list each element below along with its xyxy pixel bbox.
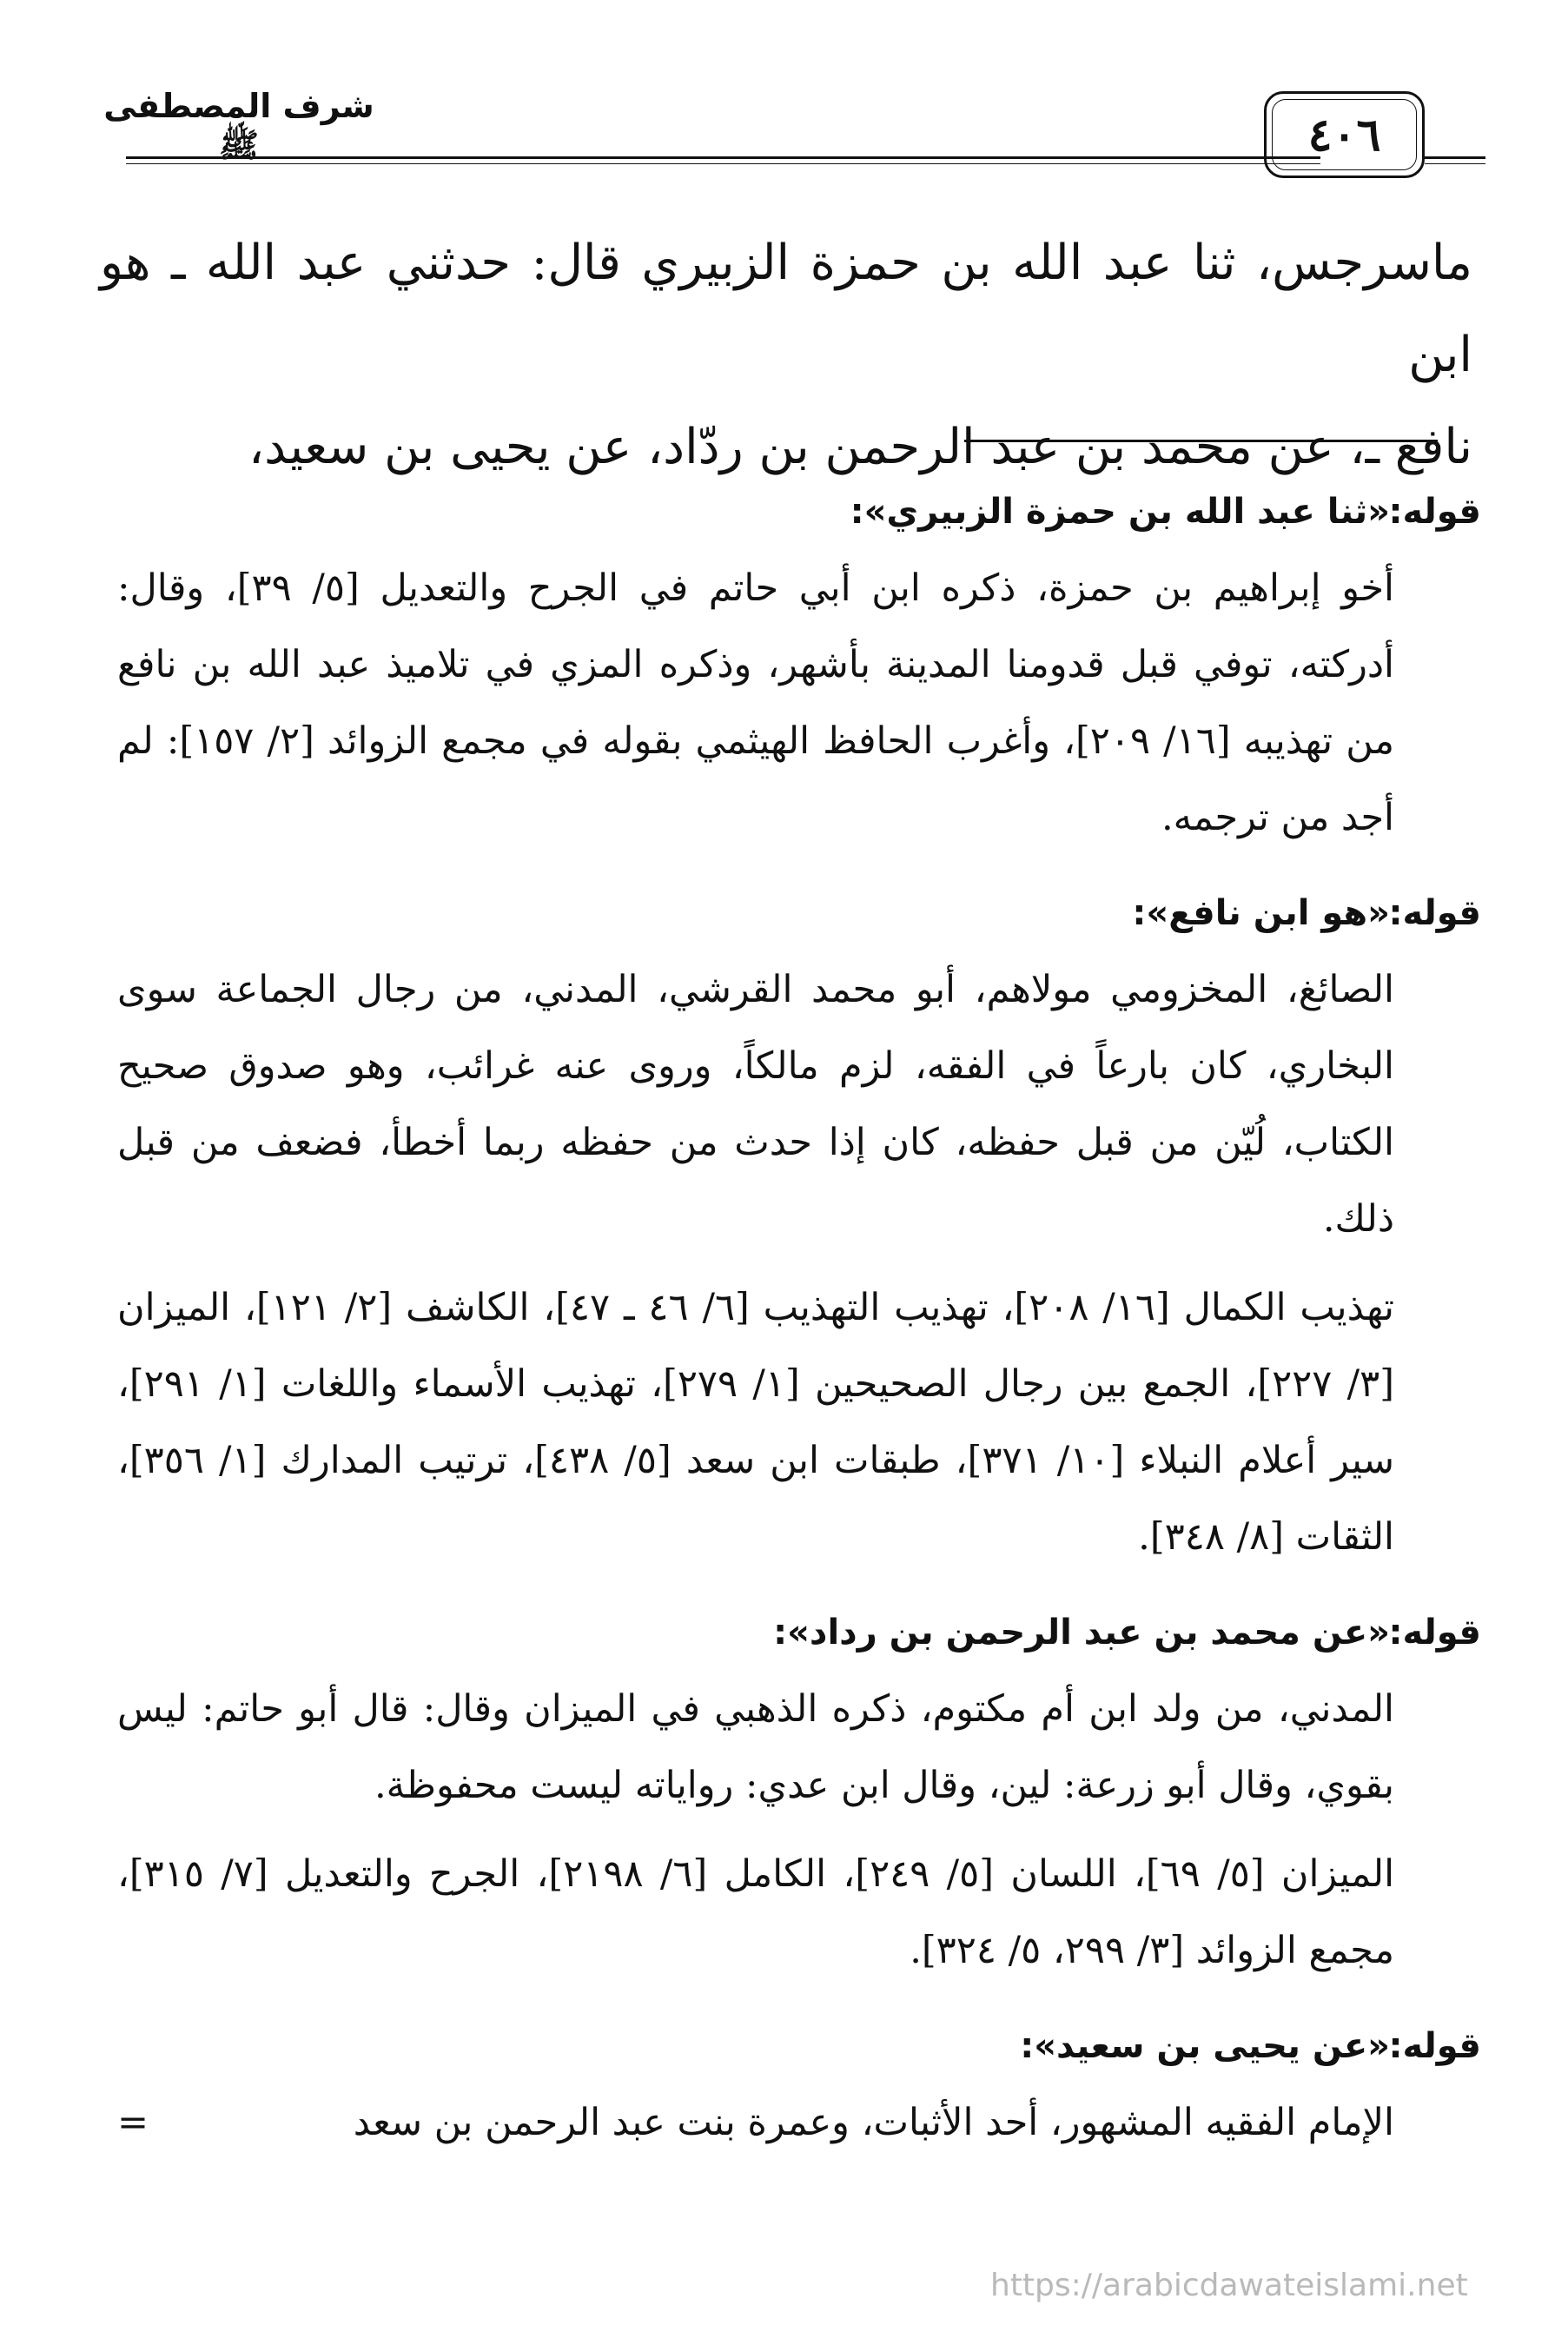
footnote-separator	[964, 440, 1438, 442]
header-rule-thin	[126, 163, 1320, 164]
page-number-frame	[1264, 91, 1425, 178]
header-rule-right-thin	[1425, 163, 1485, 164]
note-paragraph: الإمام الفقيه المشهور، أحد الأثبات، وعمرة بنت عبد الرحمن بن سعد	[353, 2101, 1394, 2144]
note-paragraph: الصائغ، المخزومي مولاهم، أبو محمد القرشي، المدني، من رجال الجماعة سوى البخاري، كان بارعاً في الفقه، لزم مالكاً، وروى عنه غرائب، وهو صدوق صحيح الكتاب، لُيّن من قبل حفظه، كان إذا حدث من حفظه ربما أخطأ، فضعف من قبل ذلك.	[117, 968, 1394, 1241]
footnotes	[117, 474, 1481, 2161]
header-rule-right	[1425, 156, 1485, 159]
watermark: https://arabicdawateislami.net	[990, 2268, 1468, 2303]
note-paragraph: المدني، من ولد ابن أم مكتوم، ذكره الذهبي في الميزان وقال: قال أبو حاتم: ليس بقوي، وقال أبو زرعة: لين، وقال ابن عدي: رواياته ليست محفوظة.	[117, 1687, 1394, 1807]
note-label: قوله:	[1388, 492, 1481, 532]
note-label: قوله:	[1388, 2026, 1481, 2066]
note-quote: «عن محمد بن عبد الرحمن بن رداد»:	[773, 1613, 1390, 1653]
note-quote: «ثنا عبد الله بن حمزة الزبيري»:	[850, 492, 1390, 532]
running-title: شرف المصطفى ﷺ	[103, 87, 374, 164]
note-quote: «هو ابن نافع»:	[1132, 893, 1390, 933]
note	[117, 474, 1481, 856]
note-label: قوله:	[1388, 893, 1481, 933]
header-rule	[126, 156, 1320, 159]
main-text-line: ماسرجس، ثنا عبد الله بن حمزة الزبيري قال: حدثني عبد الله ـ هو ابن	[100, 235, 1472, 383]
continuation-mark: =	[117, 2101, 149, 2144]
note-quote: «عن يحيى بن سعيد»:	[1020, 2026, 1390, 2066]
main-text	[100, 217, 1472, 493]
page-number: ٤٠٦	[1307, 108, 1381, 162]
main-text-line: نافع ـ، عن محمد بن عبد الرحمن بن ردّاد، عن يحيى بن سعيد،	[248, 419, 1472, 475]
note-label: قوله:	[1388, 1613, 1481, 1653]
note	[117, 1594, 1481, 1989]
note-references: الميزان [٥/ ٦٩]، اللسان [٥/ ٢٤٩]، الكامل [٦/ ٢١٩٨]، الجرح والتعديل [٧/ ٣١٥]، مجمع الزوائد [٣/ ٢٩٩، ٥/ ٣٢٤].	[117, 1852, 1395, 1972]
note	[117, 2008, 1481, 2161]
note-references: تهذيب الكمال [١٦/ ٢٠٨]، تهذيب التهذيب [٦/ ٤٦ ـ ٤٧]، الكاشف [٢/ ١٢١]، الميزان [٣/ ٢٢٧]، الجمع بين رجال الصحيحين [١/ ٢٧٩]، تهذيب الأسماء واللغات [١/ ٢٩١]، سير أعلام النبلاء [١٠/ ٣٧١]، طبقات ابن سعد [٥/ ٤٣٨]، ترتيب المدارك [١/ ٣٥٦]، الثقات [٨/ ٣٤٨].	[117, 1286, 1395, 1559]
note-paragraph: أخو إبراهيم بن حمزة، ذكره ابن أبي حاتم في الجرح والتعديل [٥/ ٣٩]، وقال: أدركته، توفي قبل قدومنا المدينة بأشهر، وذكره المزي في تلاميذ عبد الله بن نافع من تهذيبه [١٦/ ٢٠٩]، وأغرب الحافظ الهيثمي بقوله في مجمع الزوائد [٢/ ١٥٧]: لم أجد من ترجمه.	[117, 566, 1395, 839]
note	[117, 875, 1481, 1575]
